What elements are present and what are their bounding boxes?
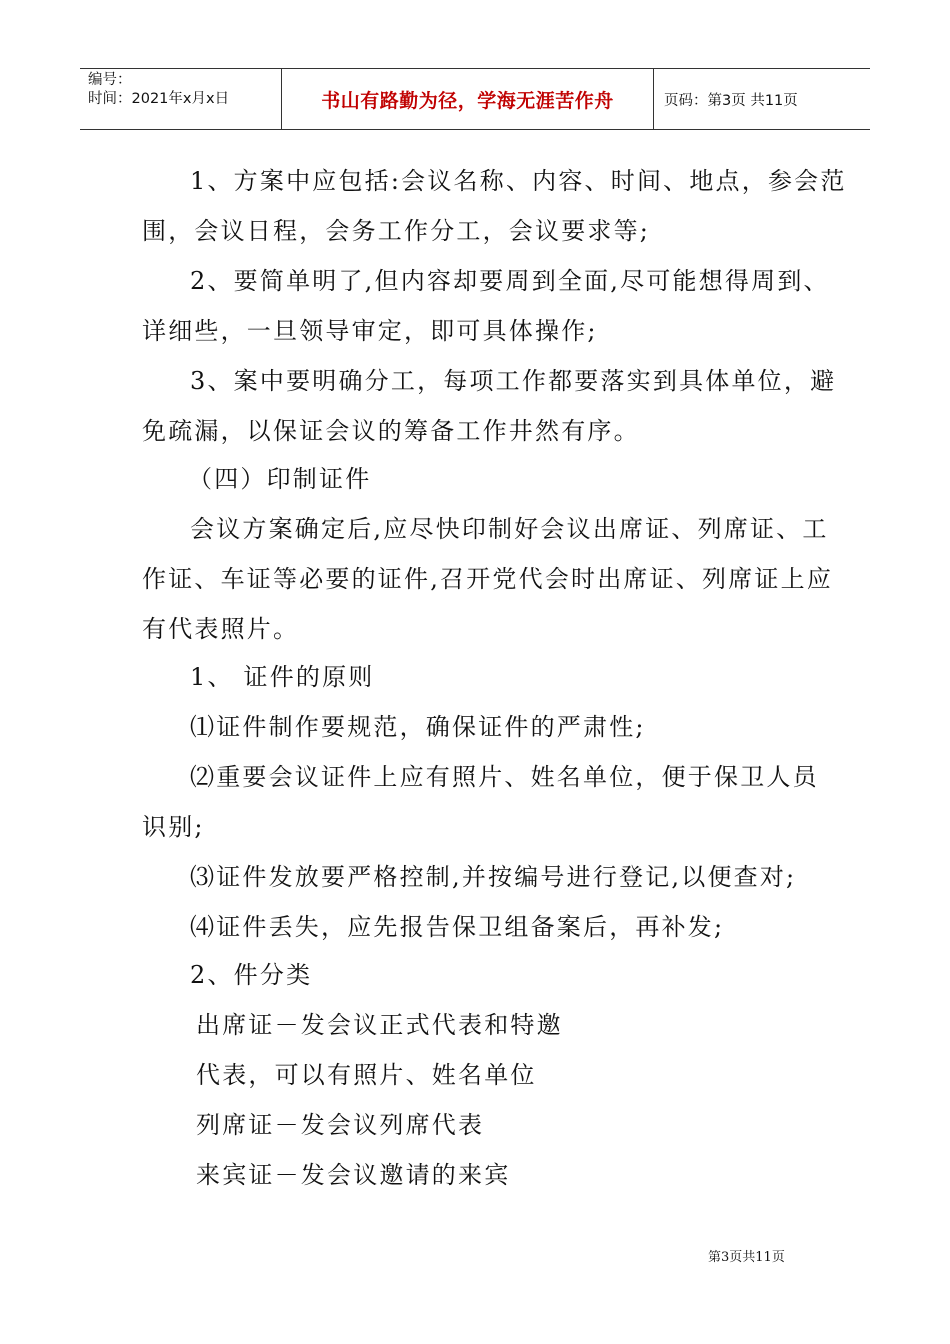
serial-label: 编号： [88, 72, 132, 88]
list-item: ⑴证件制作要规范，确保证件的严肃性; [190, 713, 646, 741]
list-item: ⑵重要会议证件上应有照片、姓名单位，便于保卫人员 [190, 763, 819, 791]
list-item: ⑶证件发放要严格控制,并按编号进行登记,以便查对; [190, 863, 797, 891]
list-item: 来宾证－发会议邀请的来宾 [196, 1161, 511, 1189]
paragraph-line: 2、要简单明了,但内容却要周到全面,尽可能想得周到、 [190, 267, 830, 295]
header-motto: 书山有路勤为径，学海无涯苦作舟 [282, 69, 654, 129]
header-meta [80, 69, 282, 129]
paragraph-line: 3、案中要明确分工，每项工作都要落实到具体单位，避 [190, 367, 837, 395]
section-heading: （四）印制证件 [188, 465, 372, 493]
date-label: 时间：2021年x月x日 [88, 91, 230, 107]
subsection-heading: 2、件分类 [190, 961, 313, 989]
paragraph-line: 免疏漏，以保证会议的筹备工作井然有序。 [142, 417, 640, 445]
paragraph-line: 详细些，一旦领导审定，即可具体操作; [142, 317, 598, 345]
header-page-info: 页码：第3页 共11页 [664, 92, 798, 109]
page-header [80, 68, 870, 130]
list-item-continuation: 识别; [142, 813, 205, 841]
paragraph-line: 作证、车证等必要的证件,召开党代会时出席证、列席证上应 [142, 565, 834, 593]
paragraph-line: 围，会议日程，会务工作分工，会议要求等; [142, 217, 651, 245]
page-footer: 第3页共11页 [708, 1250, 785, 1265]
paragraph-line: 有代表照片。 [142, 615, 300, 643]
paragraph-line: 1、方案中应包括:会议名称、内容、时间、地点，参会范 [190, 167, 847, 195]
list-item: ⑷证件丢失，应先报告保卫组备案后，再补发; [190, 913, 725, 941]
subsection-heading: 1、 证件的原则 [190, 663, 375, 691]
paragraph-line: 会议方案确定后,应尽快印制好会议出席证、列席证、工 [190, 515, 829, 543]
list-item: 代表，可以有照片、姓名单位 [196, 1061, 537, 1089]
list-item: 列席证－发会议列席代表 [196, 1111, 485, 1139]
list-item: 出席证－发会议正式代表和特邀 [196, 1011, 563, 1039]
